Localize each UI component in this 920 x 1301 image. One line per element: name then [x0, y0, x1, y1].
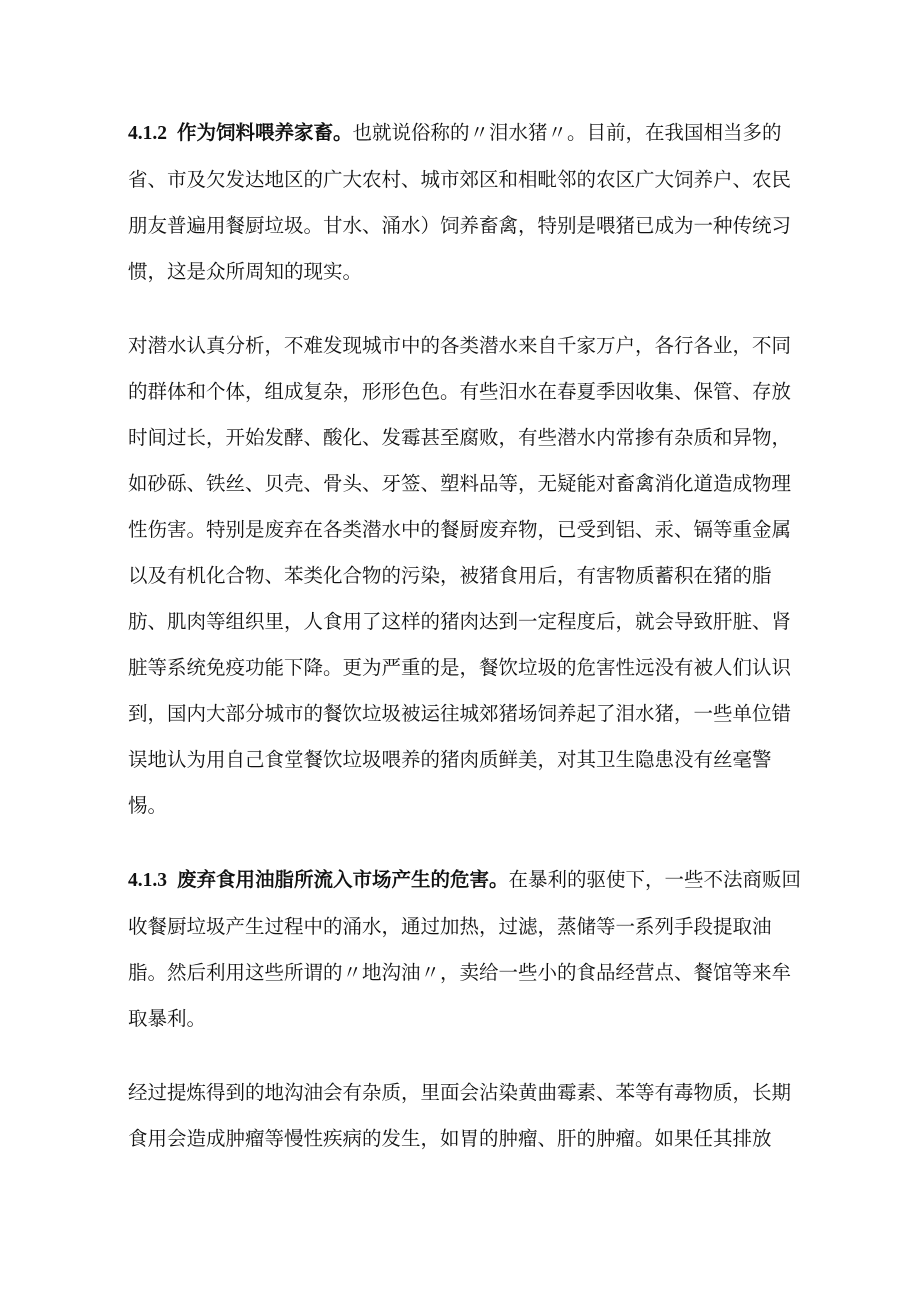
- document-page: [128, 110, 808, 1162]
- paragraph-swill-analysis: [128, 323, 808, 829]
- section-heading: 废弃食用油脂所流入市场产生的危害。: [177, 868, 509, 891]
- paragraph-text: 也就说俗称的〃泪水猪〃。目前，在我国相当多的省、市及欠发达地区的广大农村、城市郊区和相毗邻的农区广大饲养户、农民朋友普遍用餐厨垃圾。甘水、涌水）饲养畜禽，特别是喂猪已成为一种传统习惯，这是众所周知的现实。: [128, 121, 792, 283]
- paragraph-text: 对潜水认真分析，不难发现城市中的各类潜水来自千家万户，各行各业，不同的群体和个体，组成复杂，形形色色。有些汨水在春夏季因收集、保管、存放时间过长，开始发酵、酸化、发霉甚至腐败，有些潜水内常掺有杂质和异物，如砂砾、铁丝、贝壳、骨头、牙签、塑料品等，无疑能对畜禽消化道造成物理性伤害。特别是废弃在各类潜水中的餐厨废弃物，已受到铝、汞、镉等重金属以及有机化合物、苯类化合物的污染，被猪食用后，有害物质蓄积在猪的脂肪、肌肉等组织里，人食用了这样的猪肉达到一定程度后，就会导致肝脏、肾脏等系统免疫功能下降。更为严重的是，餐饮垃圾的危害性远没有被人们认识到，国内大部分城市的餐饮垃圾被运往城郊猪场饲养起了泪水猪，一些单位错误地认为用自己食堂餐饮垃圾喂养的猪肉质鲜美，对其卫生隐患没有丝毫警惕。: [128, 334, 792, 817]
- paragraph-gutter-oil: [128, 1070, 808, 1162]
- paragraph-text: 在暴利的驱使下，一些不法商贩回收餐厨垃圾产生过程中的涌水，通过加热，过滤，蒸储等一系列手段提取油脂。然后利用这些所谓的〃地沟油〃，卖给一些小的食品经营点、餐馆等来牟取暴利。: [128, 868, 802, 1030]
- paragraph-text: 经过提炼得到的地沟油会有杂质，里面会沾染黄曲霉素、苯等有毒物质，长期食用会造成肿瘤等慢性疾病的发生，如胃的肿瘤、肝的肿瘤。如果任其排放: [128, 1081, 792, 1150]
- section-number: 4.1.3: [128, 870, 167, 891]
- section-number: 4.1.2: [128, 123, 167, 144]
- section-heading: 作为饲料喂养家畜。: [177, 121, 353, 144]
- paragraph-4-1-2: [128, 110, 808, 295]
- paragraph-4-1-3: [128, 857, 808, 1042]
